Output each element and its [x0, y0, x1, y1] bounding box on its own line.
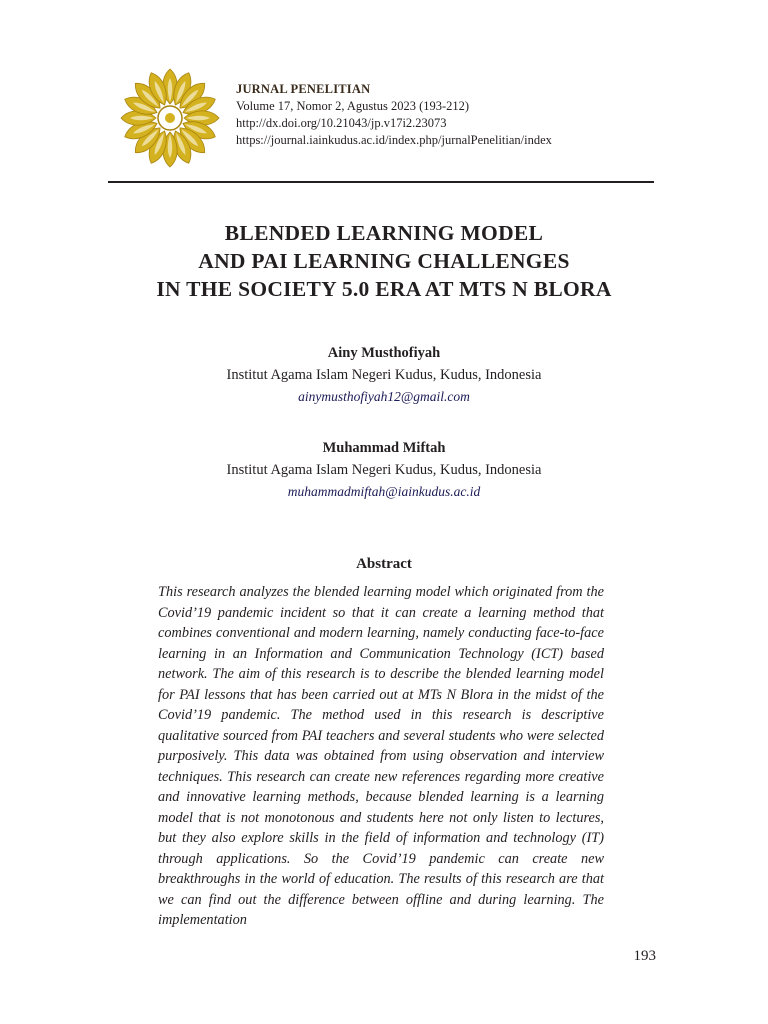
journal-url-link[interactable]: https://journal.iainkudus.ac.id/index.php/jurnalPenelitian/index [236, 133, 552, 147]
journal-header [236, 81, 552, 149]
paper-title [60, 219, 708, 303]
abstract-heading: Abstract [356, 556, 412, 572]
author-email[interactable]: muhammadmiftah@iainkudus.ac.id [287, 484, 481, 499]
page-number: 193 [633, 948, 656, 964]
author-affiliation: Institut Agama Islam Negeri Kudus, Kudus, Indonesia [226, 462, 542, 478]
author-name: Ainy Musthofiyah [327, 345, 441, 361]
author-name: Muhammad Miftah [322, 440, 446, 456]
author-affiliation: Institut Agama Islam Negeri Kudus, Kudus, Indonesia [226, 367, 542, 383]
header-divider [108, 181, 654, 183]
title-line: AND PAI LEARNING CHALLENGES [198, 249, 570, 273]
title-line: IN THE SOCIETY 5.0 ERA AT MTS N BLORA [156, 277, 612, 301]
author-email[interactable]: ainymusthofiyah12@gmail.com [298, 389, 470, 404]
title-line: BLENDED LEARNING MODEL [224, 221, 544, 245]
abstract-text: This research analyzes the blended learning model which originated from the Covid’19 pandemic incident so that it can create a learning method that combines conventional and modern learning, namely conducting face-to-face learning in an Information and Communication Technology (ICT) based network. The aim of this research is to describe the blended learning model for PAI lessons that has been carried out at MTs N Blora in the midst of the Covid’19 pandemic. The method used in this research is descriptive qualitative sourced from PAI teachers and several students who were selected purposively. This data was obtained from using observation and interview techniques. This research can create new references regarding more creative and innovative learning methods, because blended learning is a learning model that is not monotonous and students here not only listen to lectures, but they also explore skills in the field of information and technology (IT) through applications. So the Covid’19 pandemic can create new breakthroughs in the world of education. The results of this research are that we can find out the difference between offline and during learning. The implementation [158, 584, 604, 928]
author-block [60, 437, 708, 503]
golden-flower-logo-icon [115, 66, 225, 170]
journal-name: JURNAL PENELITIAN [236, 82, 371, 96]
author-block [60, 342, 708, 408]
journal-volume: Volume 17, Nomor 2, Agustus 2023 (193-212) [236, 99, 470, 113]
doi-link[interactable]: http://dx.doi.org/10.21043/jp.v17i2.23073 [236, 116, 447, 130]
